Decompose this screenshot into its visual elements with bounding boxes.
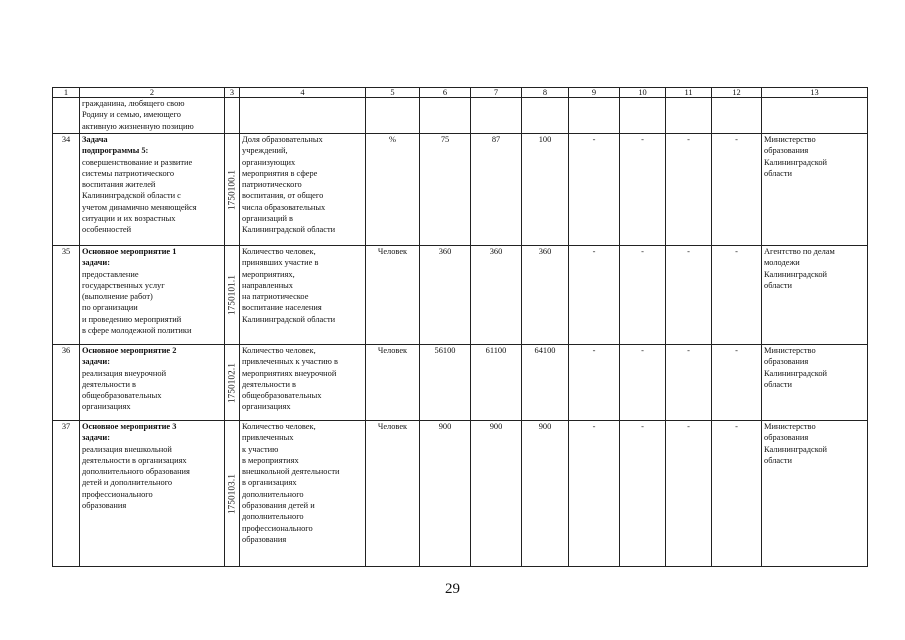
row-value-12: - <box>712 134 762 246</box>
row-unit: Человек <box>366 345 420 421</box>
row-name-bold: Основное мероприятие 2 задачи: <box>82 346 177 367</box>
row-value-7: 61100 <box>471 345 522 421</box>
header-cell: 5 <box>366 88 420 98</box>
row-name <box>80 246 225 345</box>
row-name-bold: Основное мероприятие 3 задачи: <box>82 422 177 443</box>
row-code <box>225 345 240 421</box>
row-responsible: Министерство образования Калининградской области <box>762 421 868 567</box>
row-number: 35 <box>53 246 80 345</box>
row-unit: Человек <box>366 246 420 345</box>
header-cell: 12 <box>712 88 762 98</box>
row-value-11: - <box>666 246 712 345</box>
row-name <box>80 421 225 567</box>
row-value-11: - <box>666 421 712 567</box>
row-name-bold: Основное мероприятие 1 задачи: <box>82 247 177 268</box>
row-value-6: 75 <box>420 134 471 246</box>
row-code <box>225 246 240 345</box>
header-cell: 6 <box>420 88 471 98</box>
header-cell: 11 <box>666 88 712 98</box>
row-value-9: - <box>569 134 620 246</box>
row-value-10: - <box>620 134 666 246</box>
row-value-10: - <box>620 421 666 567</box>
row-value-6: 56100 <box>420 345 471 421</box>
row-name-bold: Задача подпрограммы 5: <box>82 135 149 156</box>
row-unit: % <box>366 134 420 246</box>
row-unit: Человек <box>366 421 420 567</box>
table-row-continuation <box>53 98 868 134</box>
row-value-12: - <box>712 345 762 421</box>
header-cell: 8 <box>522 88 569 98</box>
header-cell: 9 <box>569 88 620 98</box>
row-value-12: - <box>712 246 762 345</box>
row-value-10: - <box>620 345 666 421</box>
row-value-6: 360 <box>420 246 471 345</box>
header-cell: 3 <box>225 88 240 98</box>
row-number: 36 <box>53 345 80 421</box>
page-number: 29 <box>445 581 460 597</box>
row-code-text: 1750102.1 <box>226 362 237 403</box>
row-value-9: - <box>569 345 620 421</box>
row-indicator: Количество человек, привлеченных к участию в мероприятиях внеурочной деятельности в общеобразовательных организациях <box>240 345 366 421</box>
row-indicator: Количество человек, принявших участие в мероприятиях, направленных на патриотическое воспитание населения Калининградской области <box>240 246 366 345</box>
row-name <box>80 345 225 421</box>
row-value-8: 100 <box>522 134 569 246</box>
row-value-11: - <box>666 134 712 246</box>
row-indicator: Количество человек, привлеченных к участию в мероприятиях внешкольной деятельности в организациях дополнительного образования детей и дополнительного профессионального образования <box>240 421 366 567</box>
row-code-text: 1750101.1 <box>226 274 237 316</box>
row-value-7: 87 <box>471 134 522 246</box>
row-value-11: - <box>666 345 712 421</box>
row-name-text: реализация внешкольной деятельности в организациях дополнительного образования детей и дополнительного профессионального образования <box>82 444 190 511</box>
row-value-8: 900 <box>522 421 569 567</box>
row-value-8: 64100 <box>522 345 569 421</box>
row-value-7: 360 <box>471 246 522 345</box>
continuation-text: гражданина, любящего свою Родину и семью, имеющего активную жизненную позицию <box>80 98 225 134</box>
row-code-text: 1750100.1 <box>226 169 237 210</box>
header-row <box>53 88 868 98</box>
table-row <box>53 421 868 567</box>
row-value-9: - <box>569 246 620 345</box>
table-row <box>53 345 868 421</box>
header-cell: 1 <box>53 88 80 98</box>
row-code <box>225 421 240 567</box>
row-responsible: Агентство по делам молодежи Калининградской области <box>762 246 868 345</box>
row-responsible: Министерство образования Калининградской области <box>762 345 868 421</box>
table-row <box>53 246 868 345</box>
row-value-7: 900 <box>471 421 522 567</box>
row-name-text: реализация внеурочной деятельности в общеобразовательных организациях <box>82 368 167 412</box>
row-name <box>80 134 225 246</box>
row-value-12: - <box>712 421 762 567</box>
header-cell: 2 <box>80 88 225 98</box>
row-number: 34 <box>53 134 80 246</box>
row-value-8: 360 <box>522 246 569 345</box>
row-name-text: предоставление государственных услуг (выполнение работ) по организации и проведению мероприятий в сфере молодежной политики <box>82 269 192 336</box>
header-cell: 10 <box>620 88 666 98</box>
table-row <box>53 134 868 246</box>
header-cell: 4 <box>240 88 366 98</box>
row-code <box>225 134 240 246</box>
row-code-text: 1750103.1 <box>226 473 237 514</box>
row-number: 37 <box>53 421 80 567</box>
row-value-10: - <box>620 246 666 345</box>
row-responsible: Министерство образования Калининградской области <box>762 134 868 246</box>
row-value-9: - <box>569 421 620 567</box>
header-cell: 13 <box>762 88 868 98</box>
row-indicator: Доля образовательных учреждений, организующих мероприятия в сфере патриотического воспитания, от общего числа образовательных организаций в Калининградской области <box>240 134 366 246</box>
header-cell: 7 <box>471 88 522 98</box>
row-value-6: 900 <box>420 421 471 567</box>
indicators-table <box>52 87 868 567</box>
row-name-text: совершенствование и развитие системы патриотического воспитания жителей Калининградской области с учетом динамично меняющейся ситуации и их возрастных особенностей <box>82 157 197 235</box>
